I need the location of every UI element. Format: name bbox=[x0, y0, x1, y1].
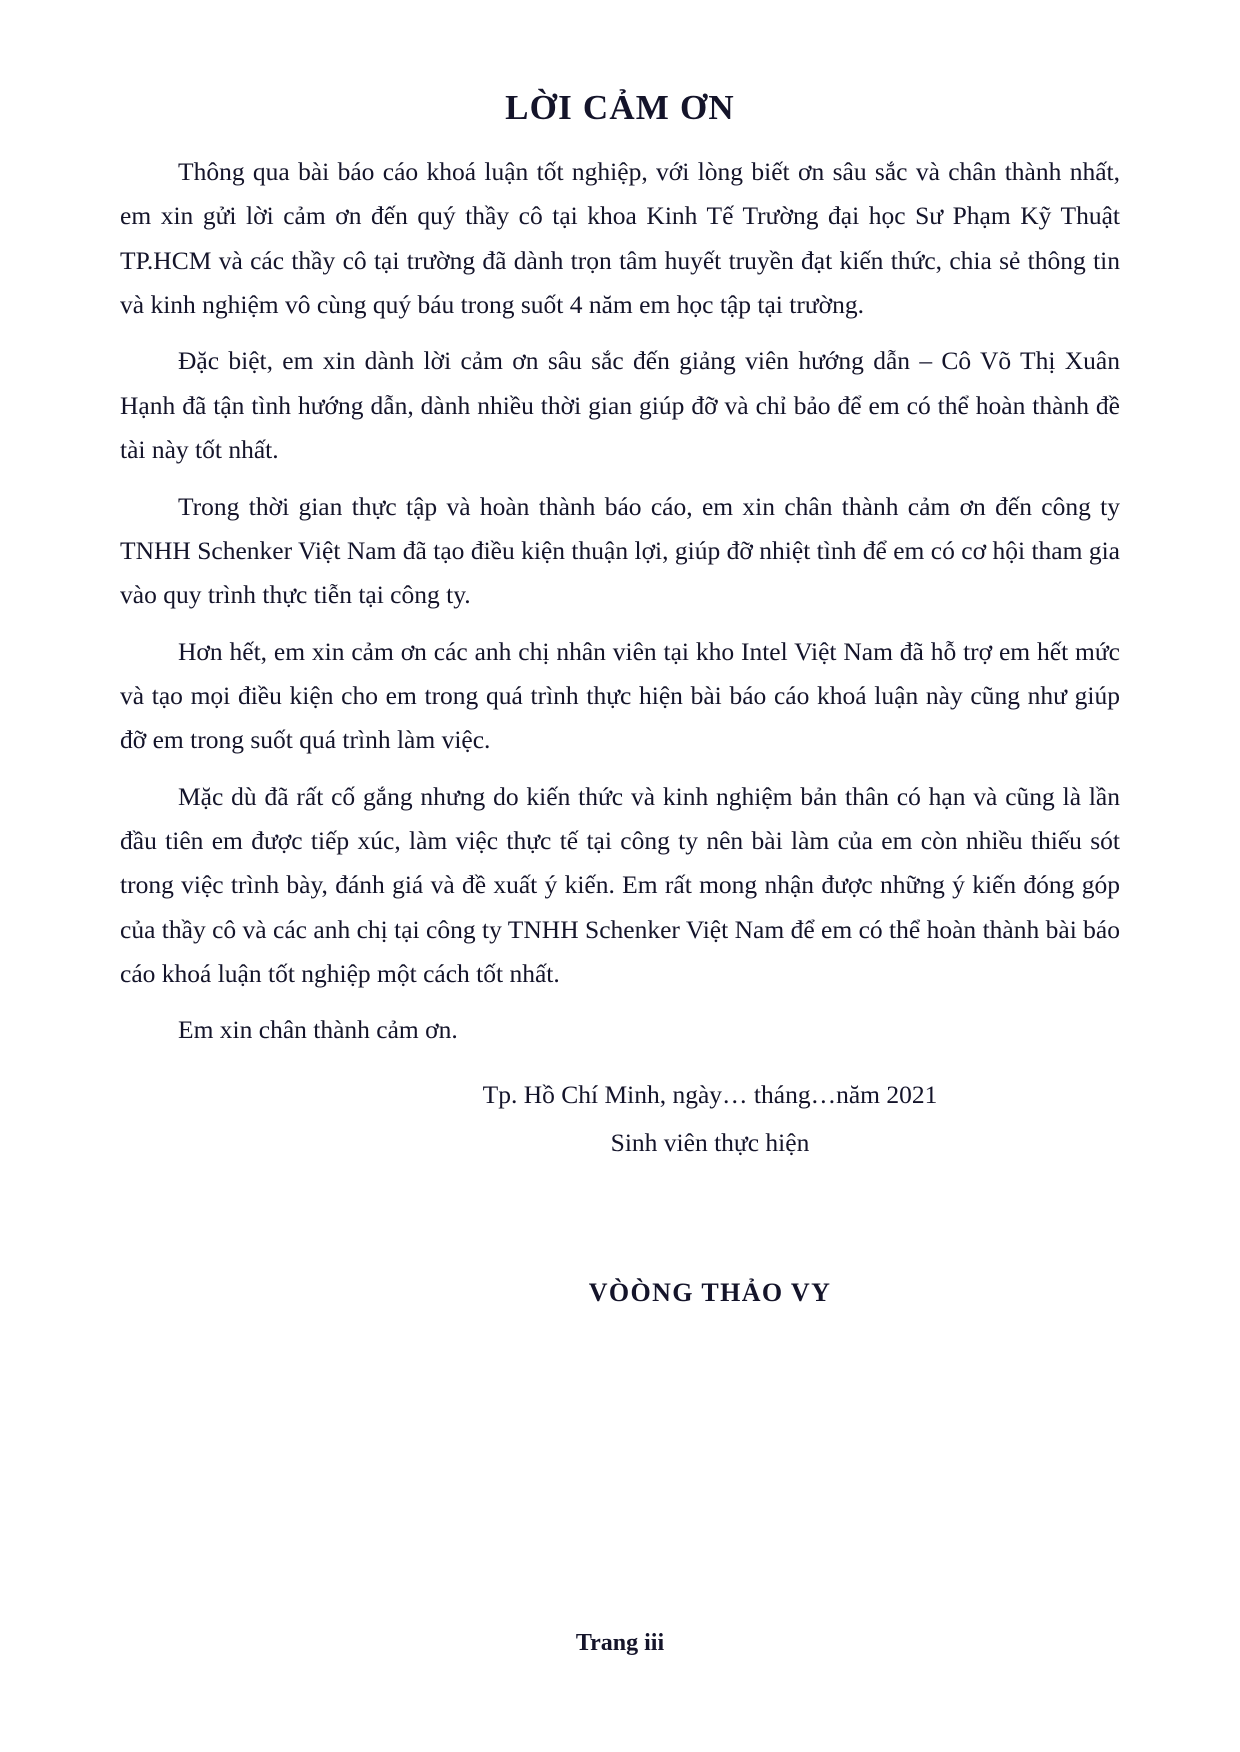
paragraph-2: Đặc biệt, em xin dành lời cảm ơn sâu sắc đến giảng viên hướng dẫn – Cô Võ Thị Xuân Hạnh đã tận tình hướng dẫn, dành nhiều thời gian giúp đỡ và chỉ bảo để em có thể hoàn thành đề tài này tốt nhất. bbox=[120, 346, 1120, 465]
signature-role: Sinh viên thực hiện bbox=[610, 1128, 810, 1158]
paragraph-5: Mặc dù đã rất cố gắng nhưng do kiến thức và kinh nghiệm bản thân có hạn và cũng là lần đầu tiên em được tiếp xúc, làm việc thực tế tại công ty nên bài làm của em còn nhiều thiếu sót trong việc trình bày, đánh giá và đề xuất ý kiến. Em rất mong nhận được những ý kiến đóng góp của thầy cô và các anh chị tại công ty TNHH Schenker Việt Nam để em có thể hoàn thành bài báo cáo khoá luận tốt nghiệp một cách tốt nhất. bbox=[120, 781, 1120, 989]
paragraph-1: Thông qua bài báo cáo khoá luận tốt nghiệp, với lòng biết ơn sâu sắc và chân thành nhất, em xin gửi lời cảm ơn đến quý thầy cô tại khoa Kinh Tế Trường đại học Sư Phạm Kỹ Thuật TP.HCM và các thầy cô tại trường đã dành trọn tâm huyết truyền đạt kiến thức, chia sẻ thông tin và kinh nghiệm vô cùng quý báu trong suốt 4 năm em học tập tại trường. bbox=[120, 157, 1120, 320]
page-number-footer: Trang iii bbox=[575, 1630, 665, 1656]
signature-date: Tp. Hồ Chí Minh, ngày… tháng…năm 2021 bbox=[482, 1079, 938, 1109]
paragraph-6: Em xin chân thành cảm ơn. bbox=[178, 1015, 458, 1045]
paragraph-3: Trong thời gian thực tập và hoàn thành báo cáo, em xin chân thành cảm ơn đến công ty TNHH Schenker Việt Nam đã tạo điều kiện thuận lợi, giúp đỡ nhiệt tình để em có cơ hội tham gia vào quy trình thực tiễn tại công ty. bbox=[120, 491, 1120, 610]
document-body bbox=[120, 150, 1120, 1053]
signature-block bbox=[120, 1071, 1120, 1317]
paragraph-4: Hơn hết, em xin cảm ơn các anh chị nhân viên tại kho Intel Việt Nam đã hỗ trợ em hết mức và tạo mọi điều kiện cho em trong quá trình thực hiện bài báo cáo khoá luận này cũng như giúp đỡ em trong suốt quá trình làm việc. bbox=[120, 636, 1120, 755]
signature-author-name: VÒÒNG THẢO VY bbox=[588, 1277, 832, 1307]
page-title: LỜI CẢM ƠN bbox=[505, 88, 735, 127]
